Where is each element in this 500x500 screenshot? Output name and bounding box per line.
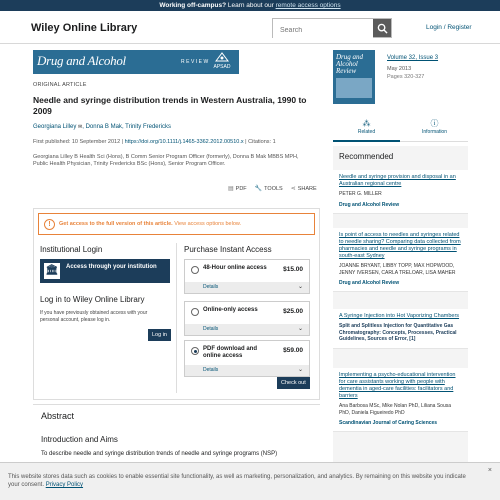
option-details-toggle[interactable]	[185, 324, 309, 335]
institution-icon: 🏛	[44, 263, 60, 279]
author-link[interactable]: Trinity Fredericks	[125, 124, 171, 130]
access-alert-text	[59, 221, 241, 227]
tab-label: Related	[357, 129, 376, 135]
banner-text: Learn about our	[227, 2, 274, 9]
recommended-item-title[interactable]: Is point of access to needles and syringes related to needle sharing? Comparing data collected from pharmacies and needle and syringe programs in south-east Sydney	[339, 232, 461, 259]
author-link[interactable]: Donna B Mak	[85, 124, 122, 130]
option-details-toggle[interactable]	[185, 282, 309, 293]
issue-date: May 2013	[387, 66, 412, 72]
option-price: $59.00	[283, 347, 303, 354]
search-button[interactable]	[373, 19, 391, 37]
recommended-item-authors: PETER G. MILLER	[339, 191, 382, 197]
option-details-toggle[interactable]	[185, 365, 309, 376]
chevron-down-icon: ⌄	[297, 326, 303, 332]
related-icon: ⁂	[362, 119, 371, 128]
column-divider	[176, 243, 177, 393]
recommended-item	[333, 228, 468, 292]
recommended-item-subtitle: Split and Splitless Injection for Quantitative Gas Chromatography: Concepts, Processes, Practical Guidelines, Sources of Error, [1]	[339, 323, 457, 342]
tools-button[interactable]	[255, 185, 283, 192]
option-radio-selected[interactable]	[191, 347, 199, 355]
share-label: SHARE	[297, 186, 317, 192]
intro-heading: Introduction and Aims	[41, 435, 118, 444]
purchase-option-48h[interactable]	[184, 259, 310, 294]
banner-bold: Working off-campus?	[159, 2, 227, 9]
option-price: $25.00	[283, 308, 303, 315]
recommended-panel	[333, 146, 468, 500]
journal-banner[interactable]	[33, 50, 239, 74]
apsad-label: APSAD	[213, 64, 231, 70]
article-tools	[228, 185, 317, 192]
tab-related[interactable]	[333, 119, 400, 142]
search-icon	[377, 23, 388, 34]
close-icon[interactable]: ×	[487, 467, 492, 474]
share-button[interactable]	[291, 185, 317, 192]
option-details-label: Details	[203, 367, 219, 373]
site-logo[interactable]: Wiley Online Library	[31, 22, 138, 34]
chevron-down-icon: ⌄	[297, 284, 303, 290]
intro-text: To describe needle and syringe distribution trends of needle and syringe programs (NSP)	[41, 451, 278, 457]
recommended-item-title[interactable]: Needle and syringe provision and disposal in an Australian regional centre	[339, 174, 456, 187]
wol-login-text: If you have previously obtained access with your personal account, please log in.	[40, 310, 148, 323]
access-options-link[interactable]: View access options below.	[174, 221, 242, 227]
chevron-down-icon: ⌄	[297, 367, 303, 373]
option-name: 48-Hour online access	[203, 265, 267, 271]
abstract-heading: Abstract	[41, 411, 75, 421]
institutional-login-heading: Institutional Login	[40, 245, 103, 254]
tab-label: Information	[421, 129, 447, 135]
institution-access-button[interactable]	[40, 259, 170, 283]
wrench-icon: 🔧	[254, 186, 263, 192]
pdf-label: PDF	[235, 186, 247, 192]
cookie-banner	[0, 462, 500, 500]
purchase-option-pdf[interactable]	[184, 340, 310, 377]
site-header	[0, 11, 500, 44]
remote-access-banner	[0, 0, 500, 11]
option-details-label: Details	[203, 326, 219, 332]
option-name: PDF download and online access	[203, 346, 257, 359]
remote-access-link[interactable]: remote access options	[275, 2, 341, 9]
wol-login-heading: Log in to Wiley Online Library	[40, 295, 145, 304]
recommended-item-authors: JOANNE BRYANT, LIBBY TOPP, MAX HOPWOOD, JENNY IVERSEN, CARLA TRELOAR, LISA MAHER	[339, 263, 456, 276]
author-link[interactable]: Georgiana Lilley	[33, 124, 77, 130]
purchase-heading: Purchase Instant Access	[184, 245, 272, 254]
email-icon[interactable]: ✉	[78, 124, 83, 130]
login-register-link[interactable]: Login / Register	[426, 24, 472, 31]
login-button[interactable]: Log in	[148, 329, 171, 341]
cover-image	[336, 78, 372, 98]
option-name: Online-only access	[203, 307, 258, 313]
tab-information[interactable]	[401, 119, 468, 142]
issue-pages: Pages 320-327	[387, 74, 425, 80]
share-icon: ⋖	[290, 186, 296, 192]
journal-banner-title: Drug and Alcohol	[37, 53, 126, 68]
sidebar-tabs	[333, 117, 468, 142]
author-affiliations: Georgiana Lilley B Health Sci (Hons), B Comm Senior Program Officer (formerly), Donna B Mak MBBS MPH, Public Health Physician, Trinity Fredericks BSc (Hons), Senior Program Officer.	[33, 154, 299, 167]
first-published-date: 10 September 2012	[71, 139, 121, 145]
search-input[interactable]	[273, 22, 373, 40]
pdf-icon: ▤	[228, 186, 234, 192]
recommended-item-title[interactable]: A Syringe Injection into Hot Vaporizing Chambers	[339, 313, 460, 319]
apsad-mark-icon	[215, 52, 229, 62]
recommended-item-authors: Ana Barbosa MSc, Mike Nolan PhD, Liliana Sousa PhD, Daniela Figueiredo PhD	[339, 403, 452, 416]
search-box	[272, 18, 392, 38]
issue-link[interactable]: Volume 32, Issue 3	[387, 55, 439, 61]
access-alert-bold: Get access to the full version of this article.	[59, 221, 173, 227]
journal-cover[interactable]	[333, 50, 375, 104]
recommended-item	[333, 170, 468, 214]
article-title: Needle and syringe distribution trends in Western Australia, 1990 to 2009	[33, 95, 307, 116]
publication-meta: First published: 10 September 2012 | https://doi.org/10.1111/j.1465-3362.2012.00510.x | Citations: 1	[33, 139, 276, 145]
cover-title: Drug and Alcohol Review	[336, 53, 364, 75]
info-icon: ⓘ	[430, 119, 439, 128]
option-details-label: Details	[203, 284, 219, 290]
cookie-text-block	[8, 473, 468, 489]
option-radio[interactable]	[191, 308, 199, 316]
recommended-item-journal[interactable]: Scandinavian Journal of Caring Sciences	[339, 420, 438, 426]
recommended-item-title[interactable]: Implementing a psycho-educational intervention for care assistants working with people with dementia in aged-care facilities: facilitators and barriers	[339, 372, 456, 399]
first-published-label: First published:	[33, 139, 71, 145]
article-type: ORIGINAL ARTICLE	[33, 82, 87, 88]
tools-label: TOOLS	[264, 186, 283, 192]
doi-link[interactable]: https://doi.org/10.1111/j.1465-3362.2012.00510.x	[124, 139, 244, 145]
citations-count[interactable]: Citations: 1	[248, 139, 276, 145]
apsad-logo	[209, 52, 235, 72]
option-price: $15.00	[283, 266, 303, 273]
recommended-item-journal[interactable]: Drug and Alcohol Review	[339, 280, 400, 286]
recommended-item	[333, 309, 468, 349]
purchase-option-online[interactable]	[184, 301, 310, 336]
author-list: Georgiana Lilley ✉, Donna B Mak, Trinity Fredericks	[33, 124, 171, 130]
abstract-section	[33, 404, 320, 464]
recommended-heading: Recommended	[339, 152, 394, 161]
recommended-item-journal[interactable]: Drug and Alcohol Review	[339, 201, 400, 208]
option-radio[interactable]	[191, 266, 199, 274]
cookie-text: This website stores data such as cookies to enable essential site functionality, as well as marketing, personalization, and analytics. By remaining on this website you indicate your consent.	[8, 474, 466, 488]
recommended-item	[333, 368, 468, 432]
institution-access-label: Access through your institution	[66, 264, 157, 270]
journal-banner-review: REVIEW	[181, 59, 210, 65]
access-alert	[38, 213, 315, 235]
checkout-button[interactable]: Check out	[277, 377, 310, 389]
privacy-policy-link[interactable]: Privacy Policy	[45, 482, 84, 488]
warning-icon: !	[44, 219, 55, 230]
pdf-button[interactable]	[228, 185, 247, 192]
access-panel	[33, 208, 320, 400]
